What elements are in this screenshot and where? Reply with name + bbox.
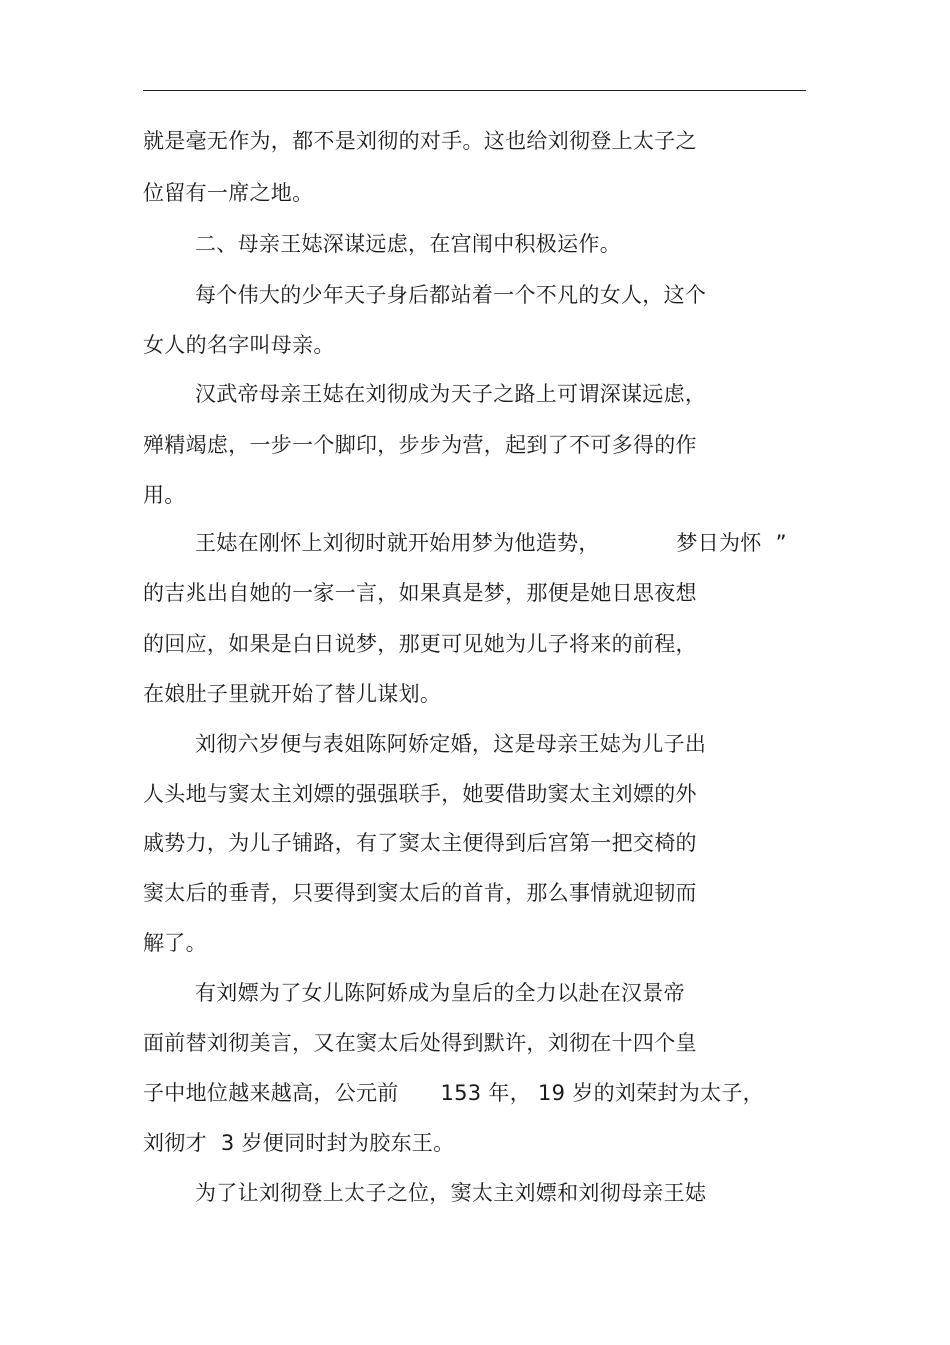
text-line: 女人的名字叫母亲。 — [143, 333, 335, 357]
text-line: 用。 — [143, 483, 186, 507]
text-line: 窦太后的垂青，只要得到窦太后的首肯，那么事情就迎韧而 — [143, 881, 697, 905]
text-line: 的吉兆出自她的一家一言，如果真是梦，那便是她日思夜想 — [143, 581, 697, 605]
text-line: 位留有一席之地。 — [143, 181, 314, 205]
paragraph-start: 王娡在刚怀上刘彻时就开始用梦为他造势， 梦日为怀 ” — [195, 531, 787, 555]
text-line: 殚精竭虑，一步一个脚印，步步为营，起到了不可多得的作 — [143, 433, 697, 457]
paragraph-start: 为了让刘彻登上太子之位，窦太主刘嫖和刘彻母亲王娡 — [195, 1181, 707, 1205]
paragraph-start: 刘彻六岁便与表姐陈阿娇定婚，这是母亲王娡为儿子出 — [195, 732, 707, 756]
section-heading: 二、母亲王娡深谋远虑，在宫闱中积极运作。 — [195, 232, 621, 256]
text-line: 就是毫无作为，都不是刘彻的对手。这也给刘彻登上太子之 — [143, 129, 697, 153]
text-line: 戚势力，为儿子铺路，有了窦太主便得到后宫第一把交椅的 — [143, 831, 697, 855]
text-line: 解了。 — [143, 931, 207, 955]
text-line: 面前替刘彻美言，又在窦太后处得到默许，刘彻在十四个皇 — [143, 1031, 697, 1055]
text-line: 在娘肚子里就开始了替儿谋划。 — [143, 682, 442, 706]
text-line: 人头地与窦太主刘嫖的强强联手，她要借助窦太主刘嫖的外 — [143, 782, 697, 806]
header-rule — [143, 90, 806, 91]
paragraph-start: 每个伟大的少年天子身后都站着一个不凡的女人，这个 — [195, 283, 707, 307]
text-line: 子中地位越来越高，公元前 153 年， 19 岁的刘荣封为太子， — [143, 1081, 764, 1105]
paragraph-start: 有刘嫖为了女儿陈阿娇成为皇后的全力以赴在汉景帝 — [195, 981, 685, 1005]
paragraph-start: 汉武帝母亲王娡在刘彻成为天子之路上可谓深谋远虑， — [195, 382, 707, 406]
text-line: 的回应，如果是白日说梦，那更可见她为儿子将来的前程， — [143, 632, 697, 656]
text-line: 刘彻才 3 岁便同时封为胶东王。 — [143, 1131, 455, 1155]
